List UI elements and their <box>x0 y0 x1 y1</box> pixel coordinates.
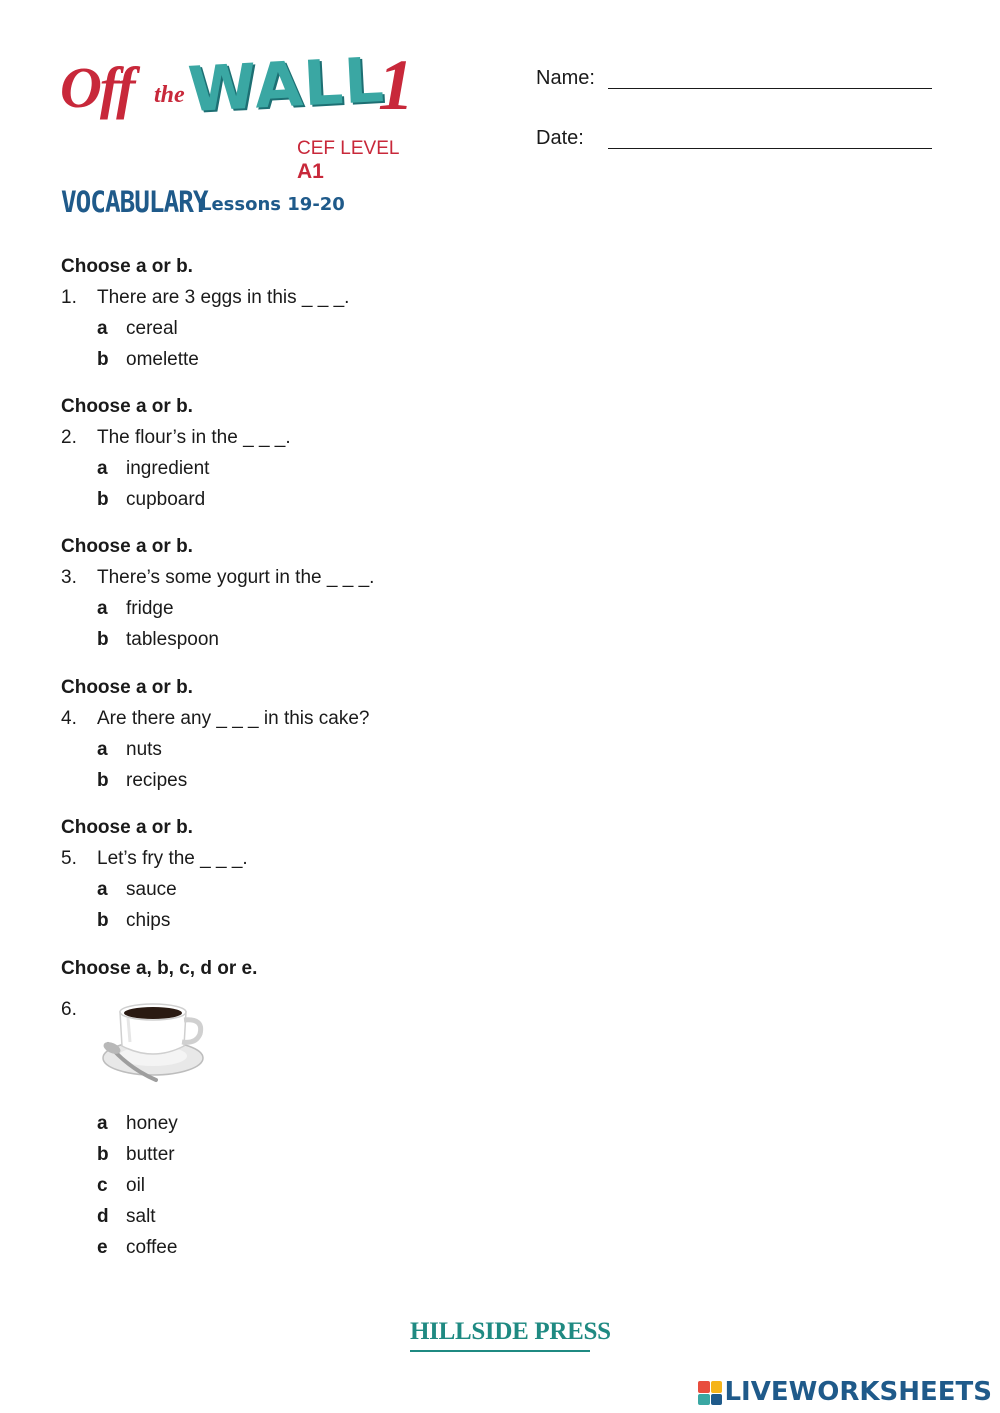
question-5-option-a-letter: a <box>97 879 108 900</box>
question-1-option-b[interactable]: omelette <box>126 349 199 370</box>
cef-level <box>297 138 420 184</box>
question-5-option-b[interactable]: chips <box>126 910 171 931</box>
question-2-text: The flour’s in the _ _ _. <box>97 427 291 448</box>
question-2-instruction: Choose a or b. <box>61 396 193 417</box>
question-6-option-e[interactable]: coffee <box>126 1237 178 1258</box>
question-4-number: 4. <box>61 708 77 729</box>
question-1-number: 1. <box>61 287 77 308</box>
question-3-option-a-letter: a <box>97 598 108 619</box>
question-3-option-b-letter: b <box>97 629 109 650</box>
question-4-option-a[interactable]: nuts <box>126 739 162 760</box>
question-6-option-c-letter: c <box>97 1175 108 1196</box>
question-2-option-b[interactable]: cupboard <box>126 489 206 510</box>
logo-wall-text: WALL <box>186 42 387 127</box>
date-label: Date: <box>536 127 584 149</box>
question-2-option-a-letter: a <box>97 458 108 479</box>
question-1-option-b-letter: b <box>97 349 109 370</box>
logo-number: 1 <box>378 45 414 125</box>
question-4-text: Are there any _ _ _ in this cake? <box>97 708 370 729</box>
cef-prefix: CEF LEVEL <box>297 138 399 159</box>
cef-level-value: A1 <box>297 160 324 183</box>
question-6-option-b-letter: b <box>97 1144 109 1165</box>
coffee-cup-image <box>98 996 208 1086</box>
date-input-line[interactable] <box>608 148 932 149</box>
question-3-option-b[interactable]: tablespoon <box>126 629 219 650</box>
question-1-instruction: Choose a or b. <box>61 256 193 277</box>
liveworksheets-logo-icon <box>698 1381 722 1405</box>
question-3-text: There’s some yogurt in the _ _ _. <box>97 567 375 588</box>
question-6-option-d[interactable]: salt <box>126 1206 156 1227</box>
question-3-option-a[interactable]: fridge <box>126 598 174 619</box>
question-6-instruction: Choose a, b, c, d or e. <box>61 958 258 979</box>
logo-the-text: the <box>154 82 185 108</box>
question-5-instruction: Choose a or b. <box>61 817 193 838</box>
lessons-subheading: Lessons 19-20 <box>200 194 345 215</box>
question-6-number: 6. <box>61 999 77 1020</box>
liveworksheets-brand[interactable]: LIVEWORKSHEETS <box>724 1377 992 1407</box>
publisher-name: HILLSIDE PRESS <box>410 1318 611 1345</box>
publisher-underline <box>410 1350 590 1352</box>
question-4-option-b-letter: b <box>97 770 109 791</box>
question-2-number: 2. <box>61 427 77 448</box>
question-5-option-b-letter: b <box>97 910 109 931</box>
question-3-instruction: Choose a or b. <box>61 536 193 557</box>
question-6-option-e-letter: e <box>97 1237 108 1258</box>
question-2-option-b-letter: b <box>97 489 109 510</box>
question-5-number: 5. <box>61 848 77 869</box>
name-input-line[interactable] <box>608 88 932 89</box>
question-6-option-d-letter: d <box>97 1206 109 1227</box>
question-4-option-b[interactable]: recipes <box>126 770 188 791</box>
off-the-wall-logo <box>60 42 420 183</box>
question-6-option-a-letter: a <box>97 1113 108 1134</box>
question-6-option-c[interactable]: oil <box>126 1175 146 1196</box>
question-5-option-a[interactable]: sauce <box>126 879 177 900</box>
question-2-option-a[interactable]: ingredient <box>126 458 210 479</box>
question-1-text: There are 3 eggs in this _ _ _. <box>97 287 350 308</box>
question-1-option-a[interactable]: cereal <box>126 318 178 339</box>
question-4-instruction: Choose a or b. <box>61 677 193 698</box>
question-4-option-a-letter: a <box>97 739 108 760</box>
question-6-option-b[interactable]: butter <box>126 1144 175 1165</box>
name-label: Name: <box>536 67 595 89</box>
question-1-option-a-letter: a <box>97 318 108 339</box>
question-5-text: Let’s fry the _ _ _. <box>97 848 248 869</box>
question-6-option-a[interactable]: honey <box>126 1113 178 1134</box>
logo-off-text: Off <box>60 55 134 120</box>
vocabulary-heading: VOCABULARY <box>61 186 208 220</box>
question-3-number: 3. <box>61 567 77 588</box>
